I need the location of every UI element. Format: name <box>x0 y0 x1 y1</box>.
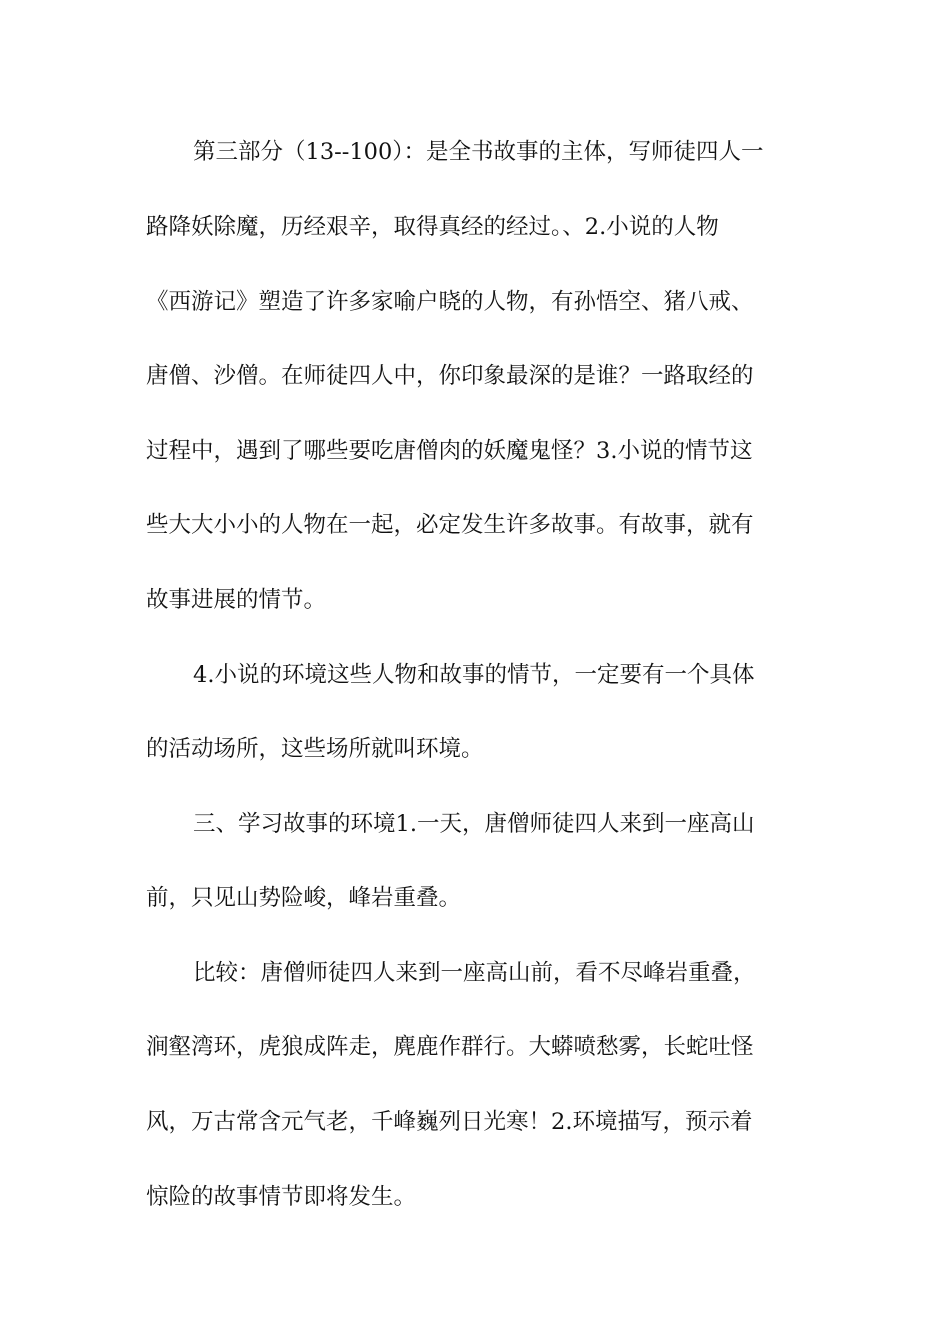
paragraph-1-line-5: 过程中，遇到了哪些要吃唐僧肉的妖魔鬼怪？3.小说的情节这 <box>146 438 753 464</box>
paragraph-4-line-1: 比较：唐僧师徒四人来到一座高山前，看不尽峰岩重叠， <box>193 960 756 986</box>
paragraph-4-line-2: 涧壑湾环，虎狼成阵走，麂鹿作群行。大蟒喷愁雾，长蛇吐怪 <box>146 1034 754 1060</box>
paragraph-1-line-1: 第三部分（13--100）：是全书故事的主体，写师徒四人一 <box>193 139 764 165</box>
paragraph-1-line-4: 唐僧、沙僧。在师徒四人中，你印象最深的是谁？一路取经的 <box>146 363 754 389</box>
paragraph-3-line-2: 前，只见山势险峻，峰岩重叠。 <box>146 885 462 911</box>
paragraph-1-line-2: 路降妖除魔，历经艰辛，取得真经的经过。、2.小说的人物 <box>146 214 719 240</box>
paragraph-1-line-7: 故事进展的情节。 <box>146 587 327 613</box>
paragraph-4-line-3: 风，万古常含元气老，千峰巍列日光寒！2.环境描写，预示着 <box>146 1109 753 1135</box>
paragraph-1-line-3: 《西游记》塑造了许多家喻户晓的人物，有孙悟空、猪八戒、 <box>146 289 754 315</box>
paragraph-1-line-6: 些大大小小的人物在一起，必定发生许多故事。有故事，就有 <box>146 512 754 538</box>
paragraph-2-line-2: 的活动场所，这些场所就叫环境。 <box>146 736 484 762</box>
paragraph-4-line-4: 惊险的故事情节即将发生。 <box>146 1184 417 1210</box>
paragraph-3-line-1: 三、学习故事的环境1.一天，唐僧师徒四人来到一座高山 <box>193 811 755 837</box>
paragraph-2-line-1: 4.小说的环境这些人物和故事的情节，一定要有一个具体 <box>193 662 755 688</box>
